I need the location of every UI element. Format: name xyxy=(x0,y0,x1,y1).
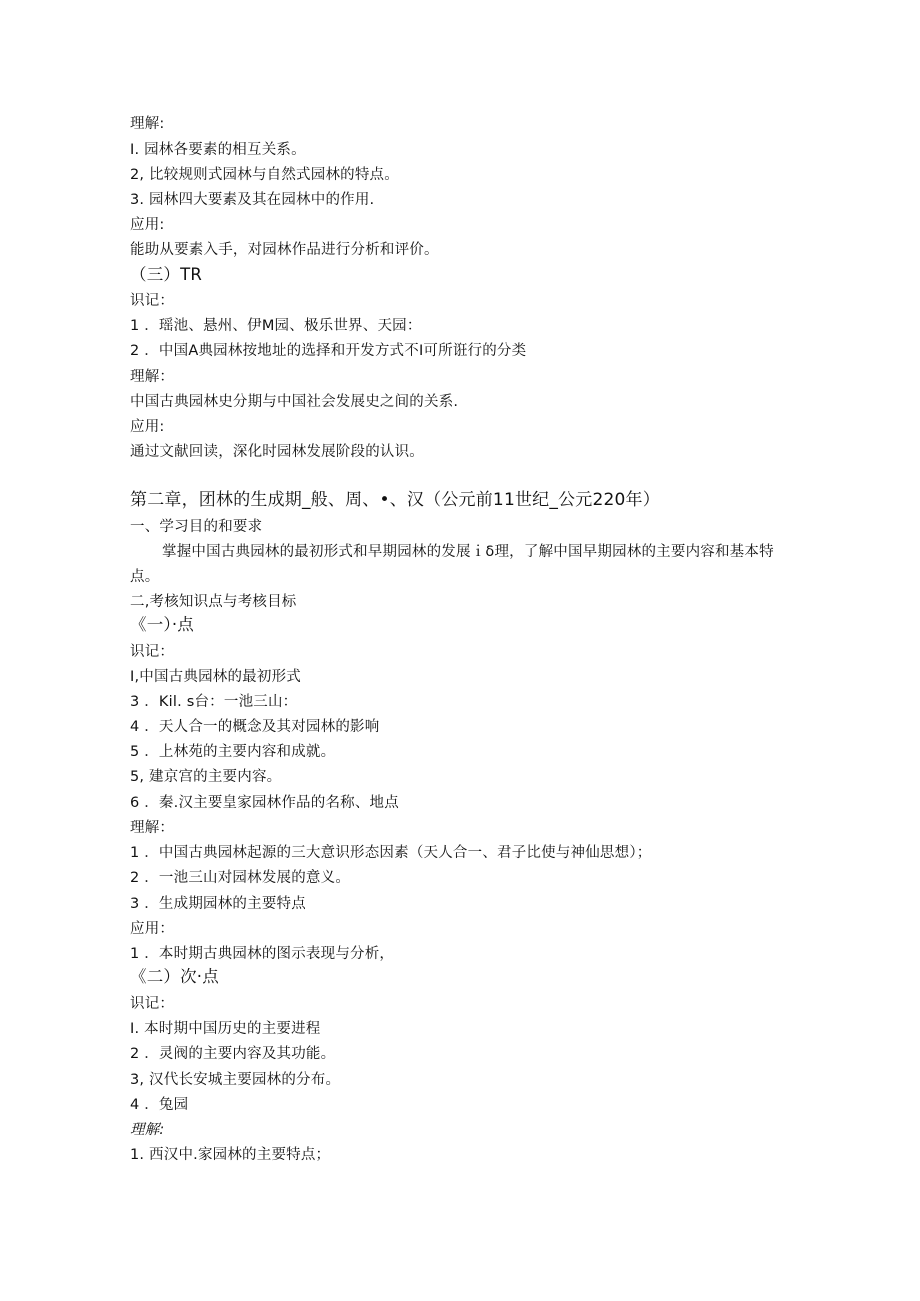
text-line: 2 ．中国A典园林按地址的选择和开发方式不I可所诳行的分类 xyxy=(130,343,527,359)
text-line: 1. 西汉中.家园林的主要特点； xyxy=(130,1147,331,1163)
text-line: 二,考核知识点与考核目标 xyxy=(130,594,297,610)
text-line: 2, 比较规则式园林与自然式园林的特点。 xyxy=(130,167,399,183)
text-line: 6 ．秦.汉主要皇家园林作品的名称、地点 xyxy=(130,795,399,811)
text-line: 2 ．灵阀的主要内容及其功能。 xyxy=(130,1046,336,1062)
text-line: 应用: xyxy=(130,217,165,233)
text-line: 识记： xyxy=(130,996,175,1012)
text-line: 1 ．瑶池、悬州、伊M园、极乐世界、天园： xyxy=(130,318,422,334)
text-line: 2 ．一池三山对园林发展的意义。 xyxy=(130,870,351,886)
paragraph-line: 点。 xyxy=(130,569,160,585)
text-line: 理解: xyxy=(130,1122,165,1138)
text-line: 中国古典园林史分期与中国社会发展史之间的关系. xyxy=(130,394,459,410)
text-line: 理解： xyxy=(130,820,175,836)
paragraph-line: 掌握中国古典园林的最初形式和早期园林的发展ｉδ理，了解中国早期园林的主要内容和基本特 xyxy=(162,544,774,560)
text-line: 4 ．兔园 xyxy=(130,1097,189,1113)
text-line: 1 ．中国古典园林起源的三大意识形态因素（天人合一、君子比使与神仙思想）； xyxy=(130,845,652,861)
text-line: 识记： xyxy=(130,293,175,309)
text-line: 识记： xyxy=(130,644,175,660)
text-line: 能助从要素入手，对园林作品进行分析和评价。 xyxy=(130,242,439,258)
text-line: 通过文献回读，深化时园林发展阶段的认识。 xyxy=(130,444,424,460)
section-heading: 《二）次·点 xyxy=(130,967,219,986)
text-line: 理解： xyxy=(130,369,175,385)
text-line: 3 ．Kil. s台：一池三山： xyxy=(130,694,298,710)
text-line: 5, 建京宫的主要内容。 xyxy=(130,769,282,785)
text-line: I. 本时期中国历史的主要进程 xyxy=(130,1021,321,1037)
text-line: I. 园林各要素的相互关系。 xyxy=(130,142,306,158)
text-line: 4 ．天人合一的概念及其对园林的影响 xyxy=(130,719,380,735)
text-line: I,中国古典园林的最初形式 xyxy=(130,669,301,685)
text-line: 一、学习目的和要求 xyxy=(130,519,263,535)
chapter-title: 第二章，团林的生成期_般、周、•、汉（公元前11世纪_公元220年） xyxy=(130,490,660,510)
text-line: 应用： xyxy=(130,921,175,937)
section-heading: （三）TR xyxy=(130,265,203,284)
text-line: 应用: xyxy=(130,419,165,435)
text-line: 3 ．生成期园林的主要特点 xyxy=(130,896,306,912)
text-line: 理解: xyxy=(130,116,165,132)
section-heading: 《一）·点 xyxy=(130,615,194,634)
text-line: 3, 汉代长安城主要园林的分布。 xyxy=(130,1072,341,1088)
text-line: 5 ．上林苑的主要内容和成就。 xyxy=(130,744,336,760)
text-line: 1 ．本时期古典园林的图示表现与分析， xyxy=(130,946,395,962)
text-line: 3. 园林四大要素及其在园林中的作用. xyxy=(130,192,375,208)
